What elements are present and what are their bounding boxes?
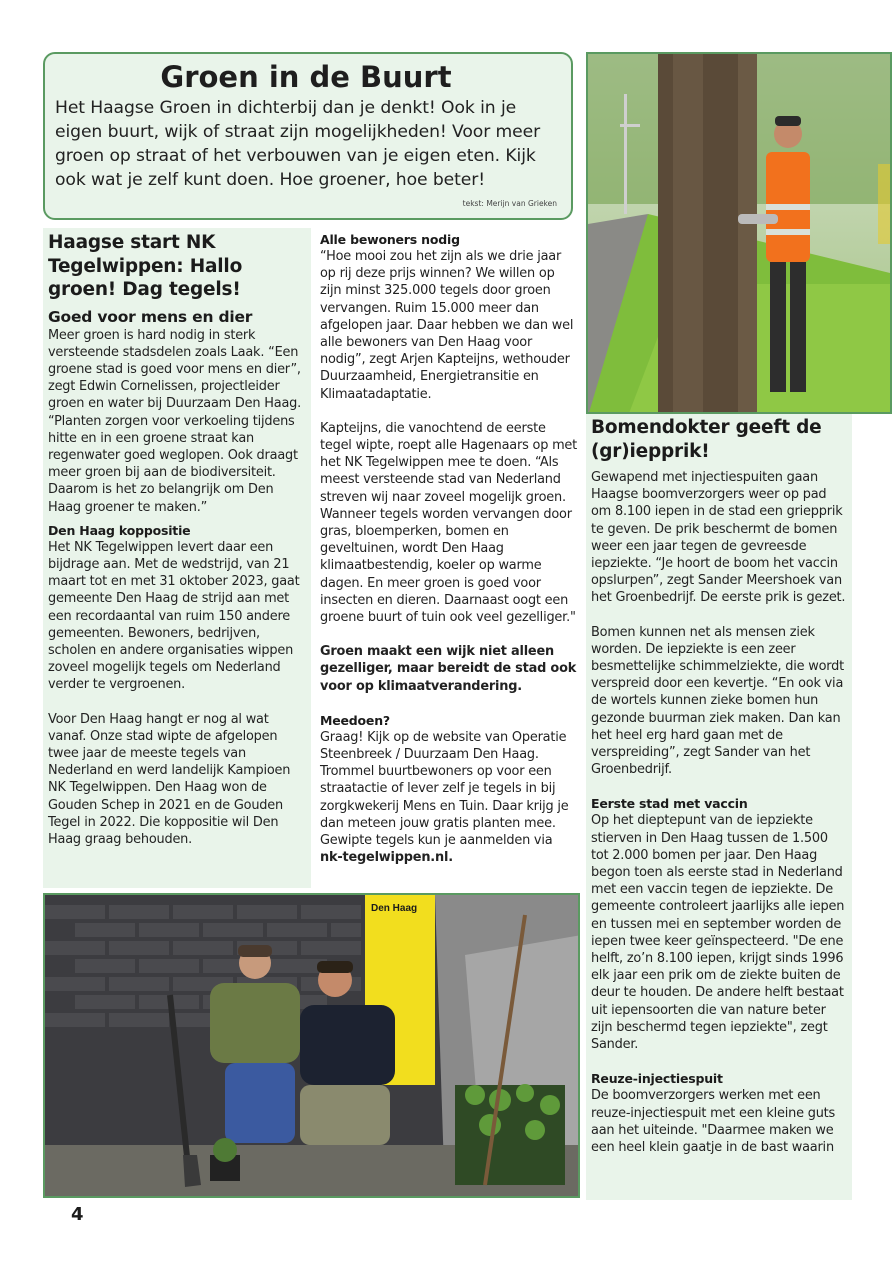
right-paragraph-4: De boomverzorgers werken met een reuze-injectiespuit met een kleine guts aan het uiteinde. "Daarmee maken we een heel klein gaatje in de bast waarin (591, 1088, 836, 1155)
page-title: Groen in de Buurt (160, 60, 452, 94)
middle-paragraph-3 (320, 729, 578, 867)
right-article (591, 416, 849, 1156)
tegelwippen-photo (43, 893, 580, 1198)
left-paragraph-2: Het NK Tegelwippen levert daar een bijdrage aan. Met de wedstrijd, van 21 maart tot en met 31 oktober 2023, gaat gemeente Den Haag de strijd aan met een recordaantal van ruim 150 andere gemeenten. Bewoners, bedrijven, scholen en andere organisaties wippen zoveel mogelijk tegels om Nederland verder te vergroenen. (48, 539, 300, 693)
middle-quote: Groen maakt een wijk niet alleen gezelliger, maar bereidt de stad ook voor op klimaatverandering. (320, 644, 577, 694)
middle-paragraph-3-text: Graag! Kijk op de website van Operatie Steenbreek / Duurzaam Den Haag. Trommel buurtbewoners op voor een straatactie of lever zelf je tegels in bij zorgkwekerij Mens en Tuin. Daar krijg je dan meteen jouw gratis planten mee. Gewipte tegels kun je aanmelden via (320, 729, 569, 849)
left-headline: Haagse start NK Tegelwippen: Hallo groen! Dag tegels! (48, 232, 243, 300)
nk-tegelwippen-link[interactable]: nk-tegelwippen.nl. (320, 850, 453, 866)
den-haag-sign: Den Haag (371, 903, 418, 914)
right-heading-eerste: Eerste stad met vaccin (591, 796, 748, 812)
middle-paragraph-2: Kapteijns, die vanochtend de eerste tegel wipte, roept alle Hagenaars op met het NK Tegelwippen mee te doen. “Als meest versteende stad van Nederland streven wij naar zoveel mogelijk groen. Wanneer tegels worden vervangen door gras, bloemperken, bomen en geveltuinen, wordt Den Haag klimaatbestendig, koeler op warme dagen. En meer groen is goed voor insecten en dieren. Daarnaast oogt een groene buurt of tuin ook veel gezelliger." (320, 420, 578, 626)
tree-doctor-photo (586, 52, 892, 414)
page-number: 4 (71, 1204, 84, 1225)
intro-text: Het Haagse Groen in dichterbij dan je denkt! Ook in je eigen buurt, wijk of straat zijn mogelijkheden! Voor meer groen op straat of het verbouwen van je eigen eten. Kijk ook wat je zelf kunt doen. Hoe groener, hoe beter! (55, 98, 541, 190)
intro-box (43, 52, 573, 220)
right-heading-reuze: Reuze-injectiespuit (591, 1071, 723, 1087)
right-paragraph-3: Op het dieptepunt van de iepziekte stierven in Den Haag tussen de 1.500 tot 2.000 bomen per jaar. Den Haag begon toen als eerste stad in Nederland met een vaccin tegen de iepziekte. De gemeente controleert jaarlijks alle iepen en tussen mei en september worden de iepen twee keer geïnspecteerd. "De ene helft, zo’n 8.100 iepen, krijgt sinds 1996 elk jaar een prik om de ziekte buiten de deur te houden. De andere helft bestaat uit iepensoorten die van nature beter zijn beschermd tegen iepziekte", zegt Sander. (591, 813, 845, 1053)
tree-doctor-illustration (588, 54, 892, 414)
tegelwippen-illustration (45, 895, 580, 1198)
right-paragraph-1: Gewapend met injectiespuiten gaan Haagse boomverzorgers weer op pad om 8.100 iepen in de stad een griepprik te geven. De prik beschermt de bomen weer een jaar tegen de gevreesde iepziekte. “Je hoort de boom het vaccin opslurpen”, zegt Sander Meershoek van het Groenbedrijf. De eerste prik is gezet. (591, 470, 846, 606)
left-article (48, 231, 310, 848)
intro-credit: tekst: Merijn van Grieken (462, 199, 557, 208)
middle-paragraph-1: “Hoe mooi zou het zijn als we drie jaar op rij deze prijs winnen? We willen op zijn minst 325.000 tegels door groen vervangen. Ruim 15.000 meer dan afgelopen jaar. Daar hebben we dan wel alle bewoners van Den Haag voor nodig”, zegt Arjen Kapteijns, wethouder Duurzaamheid, Energietransitie en Klimaatadaptatie. (320, 249, 574, 402)
right-paragraph-2: Bomen kunnen net als mensen ziek worden. De iepziekte is een zeer besmettelijke schimmelziekte, die wordt verspreid door een kevertje. “En ook via de wortels kunnen zieke bomen hun gezonde buurman ziek maken. Dan kan het heel erg hard gaan met de verspreiding”, zegt Sander van het Groenbedrijf. (591, 624, 844, 778)
middle-article (320, 231, 578, 867)
middle-heading-bewoners: Alle bewoners nodig (320, 232, 460, 247)
left-paragraph-1: Meer groen is hard nodig in sterk versteende stadsdelen zoals Laak. “Een groene stad is goed voor mens en dier”, zegt Edwin Cornelissen, projectleider groen en water bij Duurzaam Den Haag. “Planten zorgen voor verkoeling tijdens hitte en in een groene straat kan regenwater goed weglopen. Ook draagt meer groen bij aan de biodiversiteit. Daarom is het zo belangrijk om Den Haag groener te maken.” (48, 327, 302, 515)
right-headline: Bomendokter geeft de (gr)iepprik! (591, 417, 822, 462)
left-heading-koppositie: Den Haag koppositie (48, 522, 191, 538)
left-subhead: Goed voor mens en dier (48, 307, 253, 326)
middle-heading-meedoen: Meedoen? (320, 712, 390, 728)
left-paragraph-3: Voor Den Haag hangt er nog al wat vanaf. Onze stad wipte de afgelopen twee jaar de meeste tegels van Nederland en werd landelijk Kampioen NK Tegelwippen. Den Haag won de Gouden Schep in 2021 en de Gouden Tegel in 2022. Die koppositie wil Den Haag graag behouden. (48, 711, 291, 847)
